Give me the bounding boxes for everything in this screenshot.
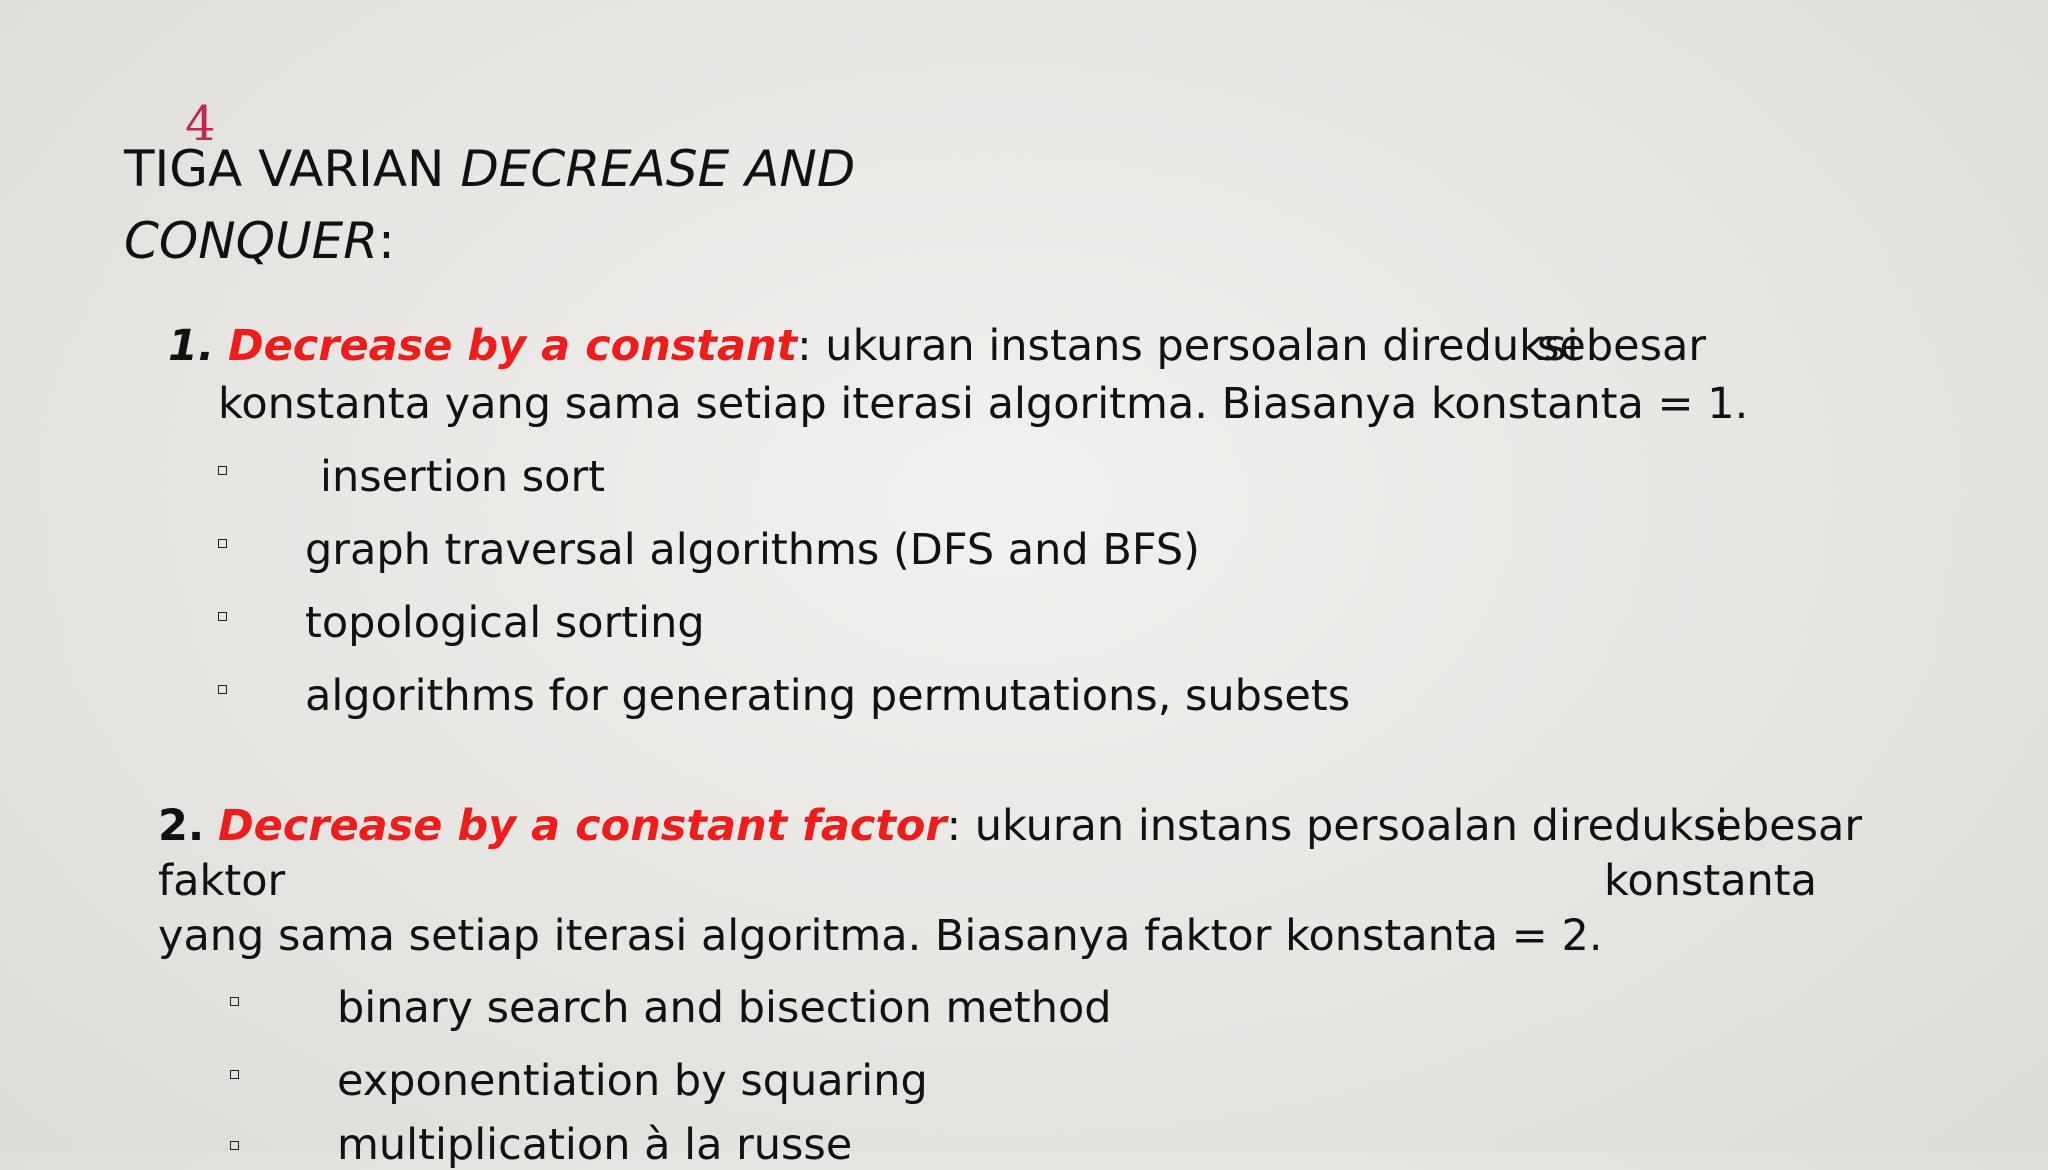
bullet-icon — [218, 685, 227, 694]
slide-title-line-2 — [124, 212, 395, 270]
section2-desc-line1: : ukuran instans persoalan direduksi — [946, 801, 1728, 851]
section2-desc-line2-left: faktor — [158, 856, 286, 906]
title-italic-2: CONQUER — [124, 212, 378, 270]
section1-item: algorithms for generating permutations, subsets — [305, 671, 1351, 721]
title-italic-1: DECREASE AND — [460, 140, 856, 198]
section2-number: 2. — [158, 801, 205, 851]
section2-desc-line3: yang sama setiap iterasi algoritma. Biasanya faktor konstanta = 2. — [158, 911, 1603, 961]
section1-item: insertion sort — [320, 452, 606, 502]
bullet-icon — [218, 539, 227, 548]
bullet-icon — [230, 997, 239, 1006]
section1-item: topological sorting — [305, 598, 705, 648]
section2-item: exponentiation by squaring — [337, 1056, 928, 1106]
slide-title-line-1 — [124, 140, 856, 198]
section1-item: graph traversal algorithms (DFS and BFS) — [305, 525, 1200, 575]
bullet-icon — [230, 1070, 239, 1079]
title-colon: : — [377, 212, 395, 270]
section1-desc-line1-end: sebesar — [1537, 321, 1707, 371]
section1-desc-line2: konstanta yang sama setiap iterasi algoritma. Biasanya konstanta = 1. — [218, 379, 1749, 429]
section2-term: Decrease by a constant factor — [217, 801, 947, 851]
section2-desc-line2-right: konstanta — [1604, 856, 1818, 906]
section1-number: 1. — [168, 321, 215, 371]
section1-heading — [168, 321, 1579, 371]
section1-term: Decrease by a constant — [227, 321, 798, 371]
bullet-icon — [230, 1141, 239, 1150]
section2-item: multiplication à la russe — [337, 1120, 853, 1170]
section2-heading — [158, 801, 1728, 851]
bullet-icon — [218, 466, 227, 475]
bullet-icon — [218, 612, 227, 621]
slide-number: 4 — [185, 96, 216, 152]
section2-desc-line1-end: sebesar — [1693, 801, 1863, 851]
section1-desc-line1: : ukuran instans persoalan direduksi — [797, 321, 1579, 371]
title-upright: TIGA VARIAN — [124, 140, 445, 198]
section2-item: binary search and bisection method — [337, 983, 1112, 1033]
